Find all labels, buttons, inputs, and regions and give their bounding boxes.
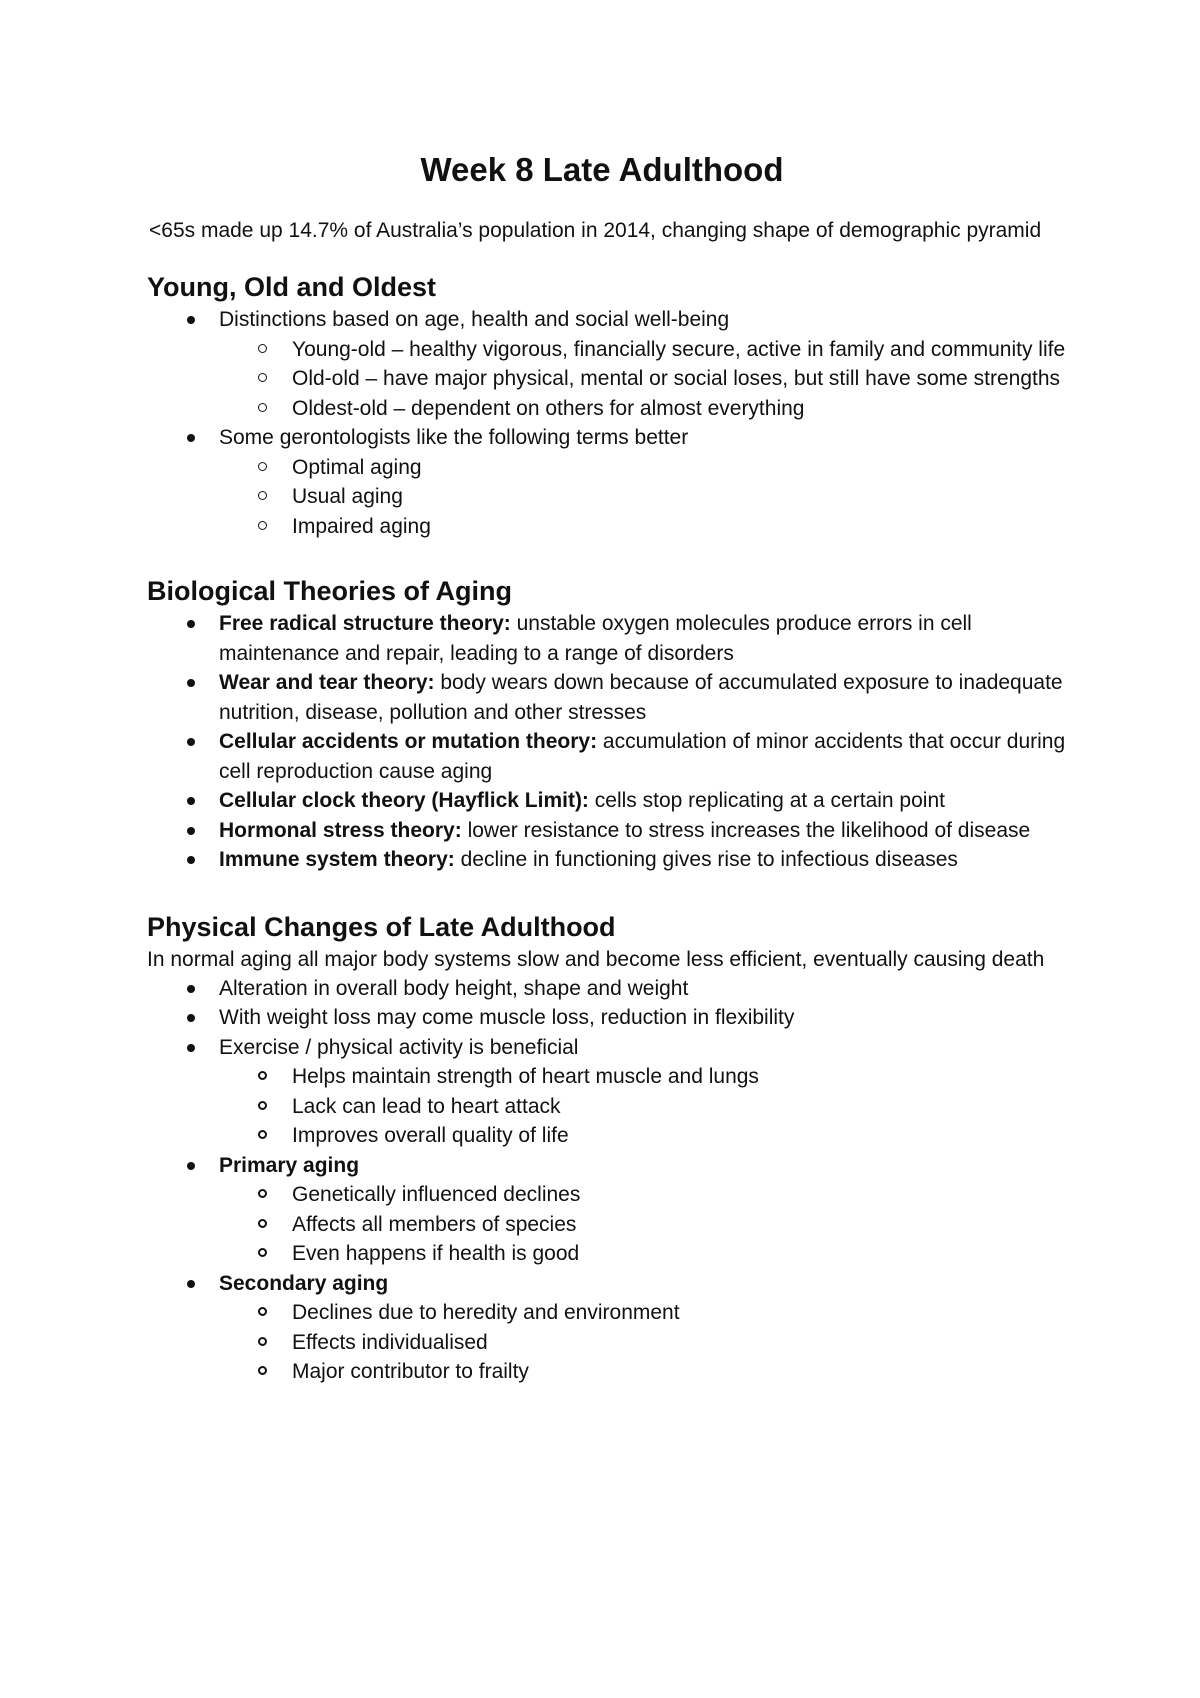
sub-list-item: Impaired aging — [147, 512, 1067, 542]
sub-list-item: Helps maintain strength of heart muscle and lungs — [147, 1062, 1067, 1092]
bullet-icon — [187, 985, 195, 993]
bullet-icon — [187, 856, 195, 864]
sub-list-item: Lack can lead to heart attack — [147, 1092, 1067, 1122]
list-item: Secondary aging — [147, 1269, 1067, 1299]
circle-bullet-icon — [258, 1219, 267, 1228]
section-heading-physical-changes: Physical Changes of Late Adulthood — [147, 911, 616, 942]
document-content — [147, 148, 1067, 1387]
circle-bullet-icon — [258, 1189, 267, 1198]
sub-list-item: Even happens if health is good — [147, 1239, 1067, 1269]
young-list — [147, 305, 1067, 541]
bullet-icon — [187, 620, 195, 628]
circle-bullet-icon — [258, 373, 267, 382]
intro-paragraph: <65s made up 14.7% of Australia’s population in 2014, changing shape of demographic pyramid — [149, 219, 1042, 242]
circle-bullet-icon — [258, 1337, 267, 1346]
bullet-icon — [187, 679, 195, 687]
circle-bullet-icon — [258, 462, 267, 471]
circle-bullet-icon — [258, 1307, 267, 1316]
circle-bullet-icon — [258, 344, 267, 353]
list-item: Cellular accidents or mutation theory: accumulation of minor accidents that occur during cell reproduction cause aging — [147, 727, 1067, 786]
bullet-icon — [187, 434, 195, 442]
list-item: Exercise / physical activity is beneficial — [147, 1033, 1067, 1063]
circle-bullet-icon — [258, 1130, 267, 1139]
bullet-icon — [187, 316, 195, 324]
section-heading-biological-theories: Biological Theories of Aging — [147, 576, 513, 606]
circle-bullet-icon — [258, 1071, 267, 1080]
sub-list-item: Oldest-old – dependent on others for almost everything — [147, 394, 1067, 424]
theories-list — [147, 609, 1067, 875]
list-item: Primary aging — [147, 1151, 1067, 1181]
circle-bullet-icon — [258, 521, 267, 530]
list-item: Hormonal stress theory: lower resistance to stress increases the likelihood of disease — [147, 816, 1067, 846]
list-item: Alteration in overall body height, shape and weight — [147, 974, 1067, 1004]
bullet-icon — [187, 1044, 195, 1052]
sub-list-item: Young-old – healthy vigorous, financially secure, active in family and community life — [147, 335, 1067, 365]
circle-bullet-icon — [258, 1366, 267, 1375]
bullet-icon — [187, 1280, 195, 1288]
circle-bullet-icon — [258, 491, 267, 500]
sub-list-item: Major contributor to frailty — [147, 1357, 1067, 1387]
circle-bullet-icon — [258, 1101, 267, 1110]
sub-list-item: Usual aging — [147, 482, 1067, 512]
sub-list-item: Old-old – have major physical, mental or social loses, but still have some strengths — [147, 364, 1067, 394]
sub-list-item: Genetically influenced declines — [147, 1180, 1067, 1210]
sub-list-item: Optimal aging — [147, 453, 1067, 483]
physical-changes-paragraph: In normal aging all major body systems slow and become less efficient, eventually causing death — [147, 947, 1045, 971]
bullet-icon — [187, 1014, 195, 1022]
bullet-icon — [187, 1162, 195, 1170]
circle-bullet-icon — [258, 403, 267, 412]
list-item: Immune system theory: decline in functioning gives rise to infectious diseases — [147, 845, 1067, 875]
list-item: Cellular clock theory (Hayflick Limit): cells stop replicating at a certain point — [147, 786, 1067, 816]
physical-list — [147, 974, 1067, 1387]
list-item: With weight loss may come muscle loss, reduction in flexibility — [147, 1003, 1067, 1033]
page-title: Week 8 Late Adulthood — [420, 151, 784, 188]
sub-list-item: Improves overall quality of life — [147, 1121, 1067, 1151]
bullet-icon — [187, 827, 195, 835]
bullet-icon — [187, 738, 195, 746]
bullet-icon — [187, 797, 195, 805]
circle-bullet-icon — [258, 1248, 267, 1257]
list-item: Wear and tear theory: body wears down because of accumulated exposure to inadequate nutrition, disease, pollution and other stresses — [147, 668, 1067, 727]
list-item: Distinctions based on age, health and social well-being — [147, 305, 1067, 335]
sub-list-item: Declines due to heredity and environment — [147, 1298, 1067, 1328]
sub-list-item: Effects individualised — [147, 1328, 1067, 1358]
list-item: Free radical structure theory: unstable oxygen molecules produce errors in cell maintenance and repair, leading to a range of disorders — [147, 609, 1067, 668]
list-item: Some gerontologists like the following terms better — [147, 423, 1067, 453]
section-heading-young-old-oldest: Young, Old and Oldest — [147, 272, 436, 302]
sub-list-item: Affects all members of species — [147, 1210, 1067, 1240]
